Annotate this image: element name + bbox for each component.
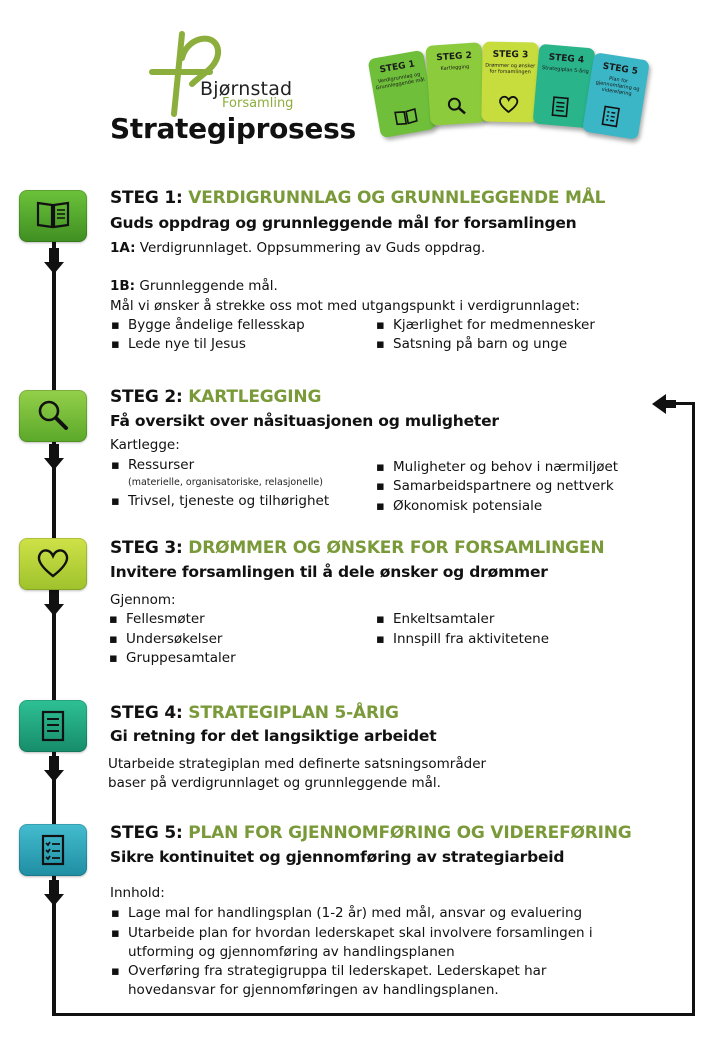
list-item: ▪ Innspill fra aktivitetene: [393, 630, 549, 649]
step4-text-2: baser på verdigrunnlaget og grunnleggende mål.: [108, 775, 441, 791]
step3-subtitle: Invitere forsamlingen til å dele ønsker og drømmer: [110, 563, 548, 581]
list-icon: [36, 709, 70, 743]
card-label: STEG 1: [378, 59, 416, 76]
step1-a: [110, 239, 485, 258]
timeline-arrow-stem: [49, 248, 59, 262]
logo-mark-icon: [148, 28, 228, 122]
step2-prefix: STEG 2:: [110, 387, 183, 407]
step2-subtitle: Få oversikt over nåsituasjonen og muligheter: [110, 412, 499, 430]
step4-text-1: Utarbeide strategiplan med definerte satsningsområder: [108, 756, 487, 772]
card-label: STEG 5: [601, 61, 639, 78]
brand-name: Bjørnstad: [200, 78, 293, 100]
list-item: ▪ Trivsel, tjeneste og tilhørighet: [128, 492, 329, 511]
step3-title: [110, 538, 604, 558]
timeline-arrow-icon: [44, 604, 64, 616]
timeline-arrow-stem: [49, 756, 59, 770]
list-item: ▪ Bygge åndelige fellesskap: [128, 316, 305, 335]
step2-icon-box: [19, 390, 87, 442]
step4-subtitle: Gi retning for det langsiktige arbeidet: [110, 727, 437, 745]
step3-prefix: STEG 3:: [110, 538, 183, 558]
list-item: ▪ Enkeltsamtaler: [393, 610, 494, 629]
card-sub: Strategiplan 5-årig: [541, 65, 590, 76]
step4-heading: STRATEGIPLAN 5-ÅRIG: [188, 703, 399, 723]
card-label: STEG 3: [492, 49, 529, 61]
timeline-arrow-icon: [44, 262, 64, 274]
list-item-continued: utforming og gjennomføring av handlingsplanen: [128, 944, 455, 960]
step5-icon-box: [19, 824, 87, 876]
card-sub: Verdigrunnlag og Grunnleggende mål: [375, 71, 426, 92]
list-item-note: (materielle, organisatoriske, relasjonelle): [128, 477, 323, 488]
search-icon: [36, 399, 70, 431]
list-item: ▪ Satsning på barn og unge: [393, 335, 567, 354]
step2-heading: KARTLEGGING: [188, 387, 322, 407]
step4-title: [110, 703, 399, 723]
step1-prefix: STEG 1:: [110, 188, 183, 208]
timeline-arrow-icon: [44, 458, 64, 470]
step1-title: [110, 188, 605, 208]
step1-subtitle: Guds oppdrag og grunnleggende mål for forsamlingen: [110, 214, 577, 232]
card-label: STEG 4: [548, 52, 585, 66]
card-steg-2: [425, 42, 486, 126]
step3-intro: Gjennom:: [110, 592, 176, 608]
timeline-arrow-icon: [44, 770, 64, 782]
step5-intro: Innhold:: [110, 885, 165, 901]
heart-icon: [498, 95, 518, 113]
return-line-bottom: [52, 1013, 695, 1016]
card-sub: Kartlegging: [440, 64, 470, 73]
checklist-icon: [600, 105, 621, 128]
card-steg-3: [481, 42, 538, 123]
step3-heading: DRØMMER OG ØNSKER FOR FORSAMLINGEN: [188, 538, 605, 558]
card-sub: Drømmer og ønsker for forsamlingen: [485, 62, 536, 76]
card-label: STEG 2: [436, 50, 473, 64]
heart-icon: [36, 547, 70, 579]
book-icon: [394, 107, 418, 127]
step1-b-text: Grunnleggende mål.: [139, 278, 278, 294]
return-arrow-icon: [652, 393, 676, 419]
step1-intro: Mål vi ønsker å strekke oss mot med utgangspunkt i verdigrunnlaget:: [110, 298, 580, 314]
list-item: ▪ Gruppesamtaler: [126, 649, 236, 668]
step2-title: [110, 387, 321, 407]
step-cards-illustration: [370, 40, 650, 150]
timeline-arrow-icon: [44, 894, 64, 906]
list-item: ▪ Økonomisk potensiale: [393, 497, 542, 516]
return-line-right: [692, 402, 695, 1016]
list-item: ▪ Undersøkelser: [126, 630, 222, 649]
list-item-continued: hovedansvar for gjennomføringen av handlingsplanen.: [128, 982, 499, 998]
list-item: ▪ Fellesmøter: [126, 610, 205, 629]
list-item: ▪ Muligheter og behov i nærmiljøet: [393, 458, 618, 477]
step1-icon-box: [19, 190, 87, 242]
book-icon: [36, 199, 70, 231]
step5-prefix: STEG 5:: [110, 823, 183, 843]
step3-icon-box: [19, 538, 87, 590]
step1-heading: VERDIGRUNNLAG OG GRUNNLEGGENDE MÅL: [188, 188, 606, 208]
list-item: ▪ Overføring fra strategigruppa til lederskapet. Lederskapet har: [128, 962, 546, 981]
step1-b: [110, 277, 278, 296]
list-item: ▪ Samarbeidspartnere og nettverk: [393, 477, 614, 496]
page-title: Strategiprosess: [110, 112, 356, 145]
list-item: ▪ Utarbeide plan for hvordan lederskapet skal involvere forsamlingen i: [128, 924, 593, 943]
checklist-icon: [36, 833, 70, 867]
timeline-arrow-stem: [49, 590, 59, 604]
list-item: ▪ Lage mal for handlingsplan (1-2 år) med mål, ansvar og evaluering: [128, 904, 582, 923]
brand-subname: Forsamling: [222, 96, 294, 111]
list-icon: [550, 96, 570, 117]
step5-title: [110, 823, 632, 843]
step1-a-label: 1A:: [110, 240, 136, 256]
card-sub: Plan for gjennomføring og videreføring: [595, 75, 640, 98]
step1-a-text: Verdigrunnlaget. Oppsummering av Guds oppdrag.: [139, 240, 486, 256]
step4-prefix: STEG 4:: [110, 703, 183, 723]
timeline-arrow-stem: [49, 444, 59, 458]
list-item: ▪ Ressurser: [128, 456, 194, 475]
list-item: ▪ Kjærlighet for medmennesker: [393, 316, 595, 335]
timeline-arrow-stem: [49, 880, 59, 894]
step5-heading: PLAN FOR GJENNOMFØRING OG VIDEREFØRING: [188, 823, 632, 843]
step5-subtitle: Sikre kontinuitet og gjennomføring av strategiarbeid: [110, 848, 565, 866]
step2-intro: Kartlegge:: [110, 437, 180, 453]
step4-icon-box: [19, 700, 87, 752]
card-steg-5: [582, 52, 650, 140]
step1-b-label: 1B:: [110, 278, 136, 294]
list-item: ▪ Lede nye til Jesus: [128, 335, 246, 354]
search-icon: [446, 96, 467, 115]
